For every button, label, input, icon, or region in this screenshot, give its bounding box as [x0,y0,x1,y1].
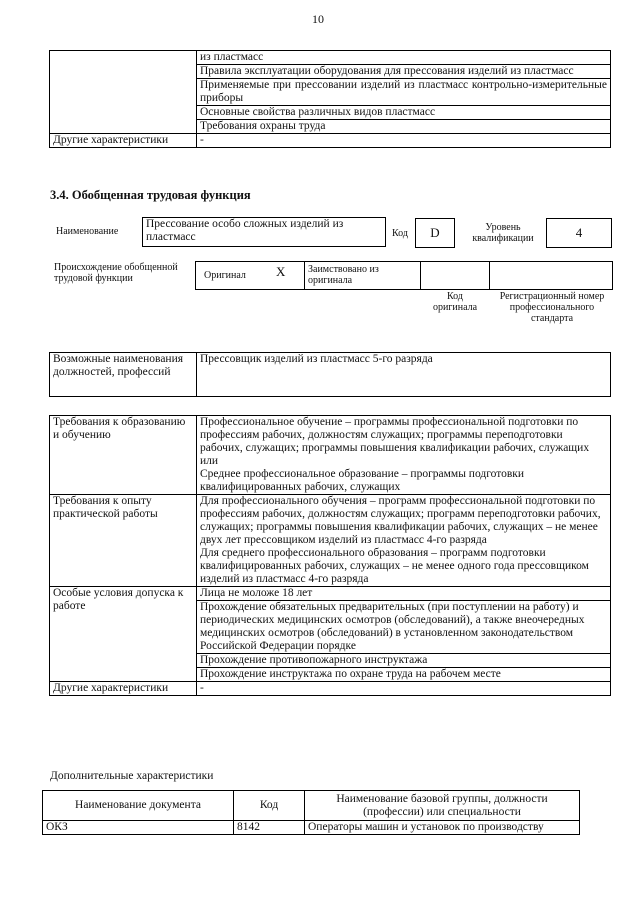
naming-label: Наименование [56,226,119,237]
top-row: Основные свойства различных видов пластмасс [197,106,611,120]
code-label: Код [392,228,408,239]
borrowed-label: Заимствовано из оригинала [308,264,379,286]
origin-label: Происхождение обобщенной трудовой функции [54,262,178,284]
cell-group: Операторы машин и установок по производству [305,821,580,835]
header-doc: Наименование документа [43,791,234,821]
special-item: Прохождение обязательных предварительных (при поступлении на работу) и периодических медицинских осмотров (обследований), а также внеочередных медицинских осмотров (обследований) в установленном законодательством Российской Федерации порядке [197,601,611,654]
code-caption: Код оригинала [432,291,478,313]
experience-value: Для профессионального обучения – программ профессиональной подготовки по профессиям рабочих, должностям служащих; программ переподготовки рабочих, служащих; программы повышения квалификации рабочих, служащих – не менее двух лет прессовщиком изделий из пластмасс 4-го разряда Для среднего профессионального образования – программ подготовки квалифицированных рабочих, служащих – не менее одного года прессовщиком изделий из пластмасс 4-го разряда [197,495,611,587]
other-value: - [197,682,611,696]
special-label: Особые условия допуска к работе [50,587,197,682]
education-label: Требования к образованию и обучению [50,416,197,495]
level-value: 4 [546,218,612,248]
positions-table [49,352,611,397]
cell-doc: ОКЗ [43,821,234,835]
origin-divider [420,261,421,289]
top-row: Правила эксплуатации оборудования для прессования изделий из пластмасс [197,65,611,79]
additional-table [42,790,580,835]
other-value: - [197,134,611,148]
positions-value: Прессовщик изделий из пластмасс 5-го разряда [197,353,611,397]
other-label: Другие характеристики [50,682,197,696]
cell-code: 8142 [234,821,305,835]
reg-caption: Регистрационный номер профессионального стандарта [499,291,605,324]
education-value: Профессиональное обучение – программы профессиональной подготовки по профессиям рабочих, должностям служащих; программы переподготовки рабочих, служащих; программы повышения квалификации рабочих, служащих или Среднее профессиональное образование – программы подготовки квалифицированных рабочих, служащих [197,416,611,495]
special-item: Прохождение инструктажа по охране труда на рабочем месте [197,668,611,682]
top-row: Требования охраны труда [197,120,611,134]
other-label: Другие характеристики [50,134,197,148]
code-value: D [415,218,455,248]
origin-divider [304,261,305,289]
original-mark: X [276,264,286,279]
level-label: Уровень квалификации [472,222,534,244]
special-item: Лица не моложе 18 лет [197,587,611,601]
original-label: Оригинал [204,270,246,281]
additional-title: Дополнительные характеристики [50,770,214,782]
positions-label: Возможные наименования должностей, профессий [50,353,197,397]
top-row: Применяемые при прессовании изделий из пластмасс контрольно-измерительные приборы [197,79,611,106]
section-title: 3.4. Обобщенная трудовая функция [50,188,251,202]
header-group: Наименование базовой группы, должности (профессии) или специальности [305,791,580,821]
naming-value: Прессование особо сложных изделий из пластмасс [142,217,386,247]
header-code: Код [234,791,305,821]
requirements-table [49,415,611,696]
top-table [49,50,611,148]
experience-label: Требования к опыту практической работы [50,495,197,587]
page-number: 10 [312,12,324,26]
top-row: из пластмасс [197,51,611,65]
origin-divider [489,261,490,289]
special-item: Прохождение противопожарного инструктажа [197,654,611,668]
